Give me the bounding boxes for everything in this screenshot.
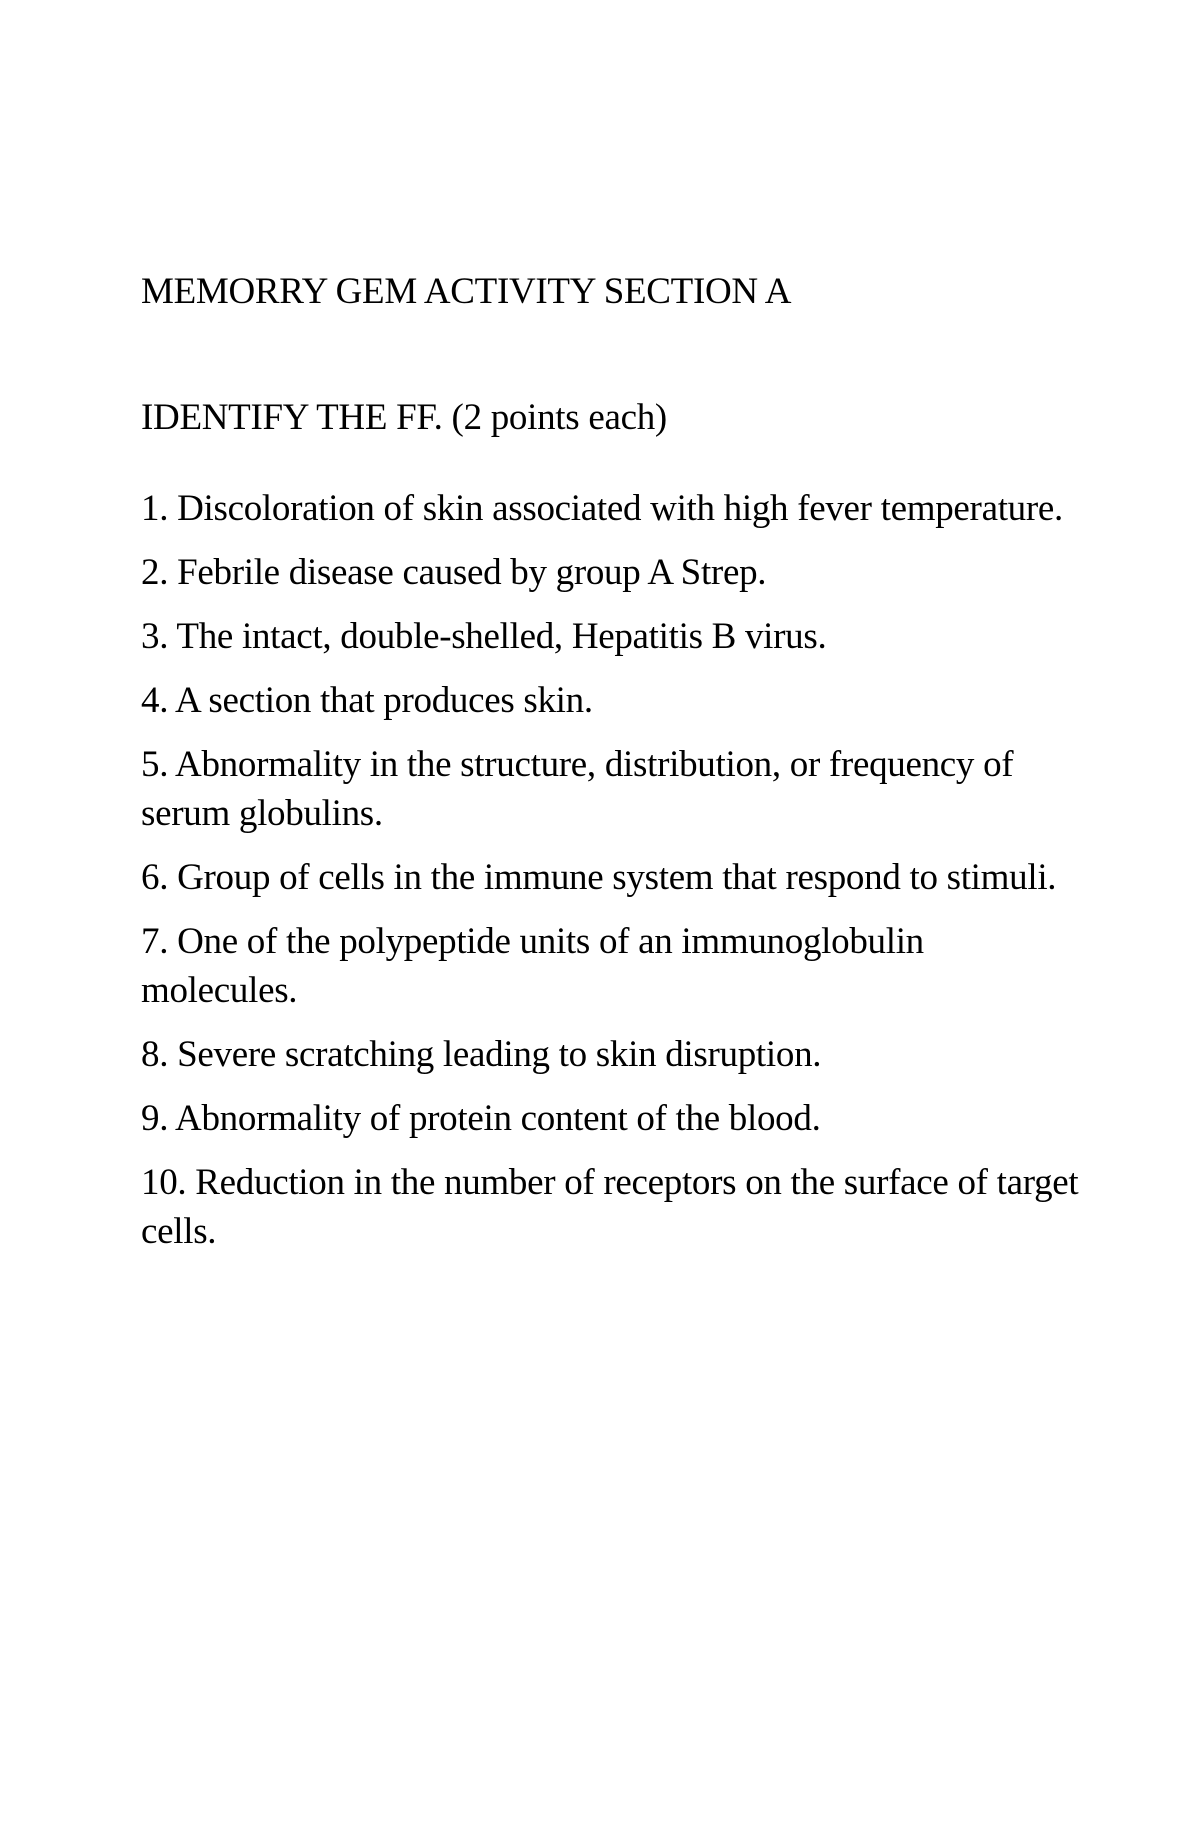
document-content: [141, 268, 1081, 1271]
instruction-heading: IDENTIFY THE FF. (2 points each): [141, 397, 667, 438]
question-item: 4. A section that produces skin.: [141, 680, 593, 721]
question-item: 1. Discoloration of skin associated with high fever temperature.: [141, 488, 1063, 529]
question-item: 8. Severe scratching leading to skin disruption.: [141, 1034, 822, 1075]
question-list: [141, 484, 1081, 1256]
question-item: 3. The intact, double-shelled, Hepatitis B virus.: [141, 616, 827, 657]
question-item: 7. One of the polypeptide units of an immunoglobulin molecules.: [141, 921, 924, 1011]
question-item: 10. Reduction in the number of receptors on the surface of target cells.: [141, 1162, 1079, 1252]
question-item: 6. Group of cells in the immune system that respond to stimuli.: [141, 857, 1057, 898]
question-item: 2. Febrile disease caused by group A Strep.: [141, 552, 767, 593]
question-item: 9. Abnormality of protein content of the blood.: [141, 1098, 821, 1139]
question-item: 5. Abnormality in the structure, distribution, or frequency of serum globulins.: [141, 744, 1014, 834]
document-title: MEMORRY GEM ACTIVITY SECTION A: [141, 271, 792, 312]
